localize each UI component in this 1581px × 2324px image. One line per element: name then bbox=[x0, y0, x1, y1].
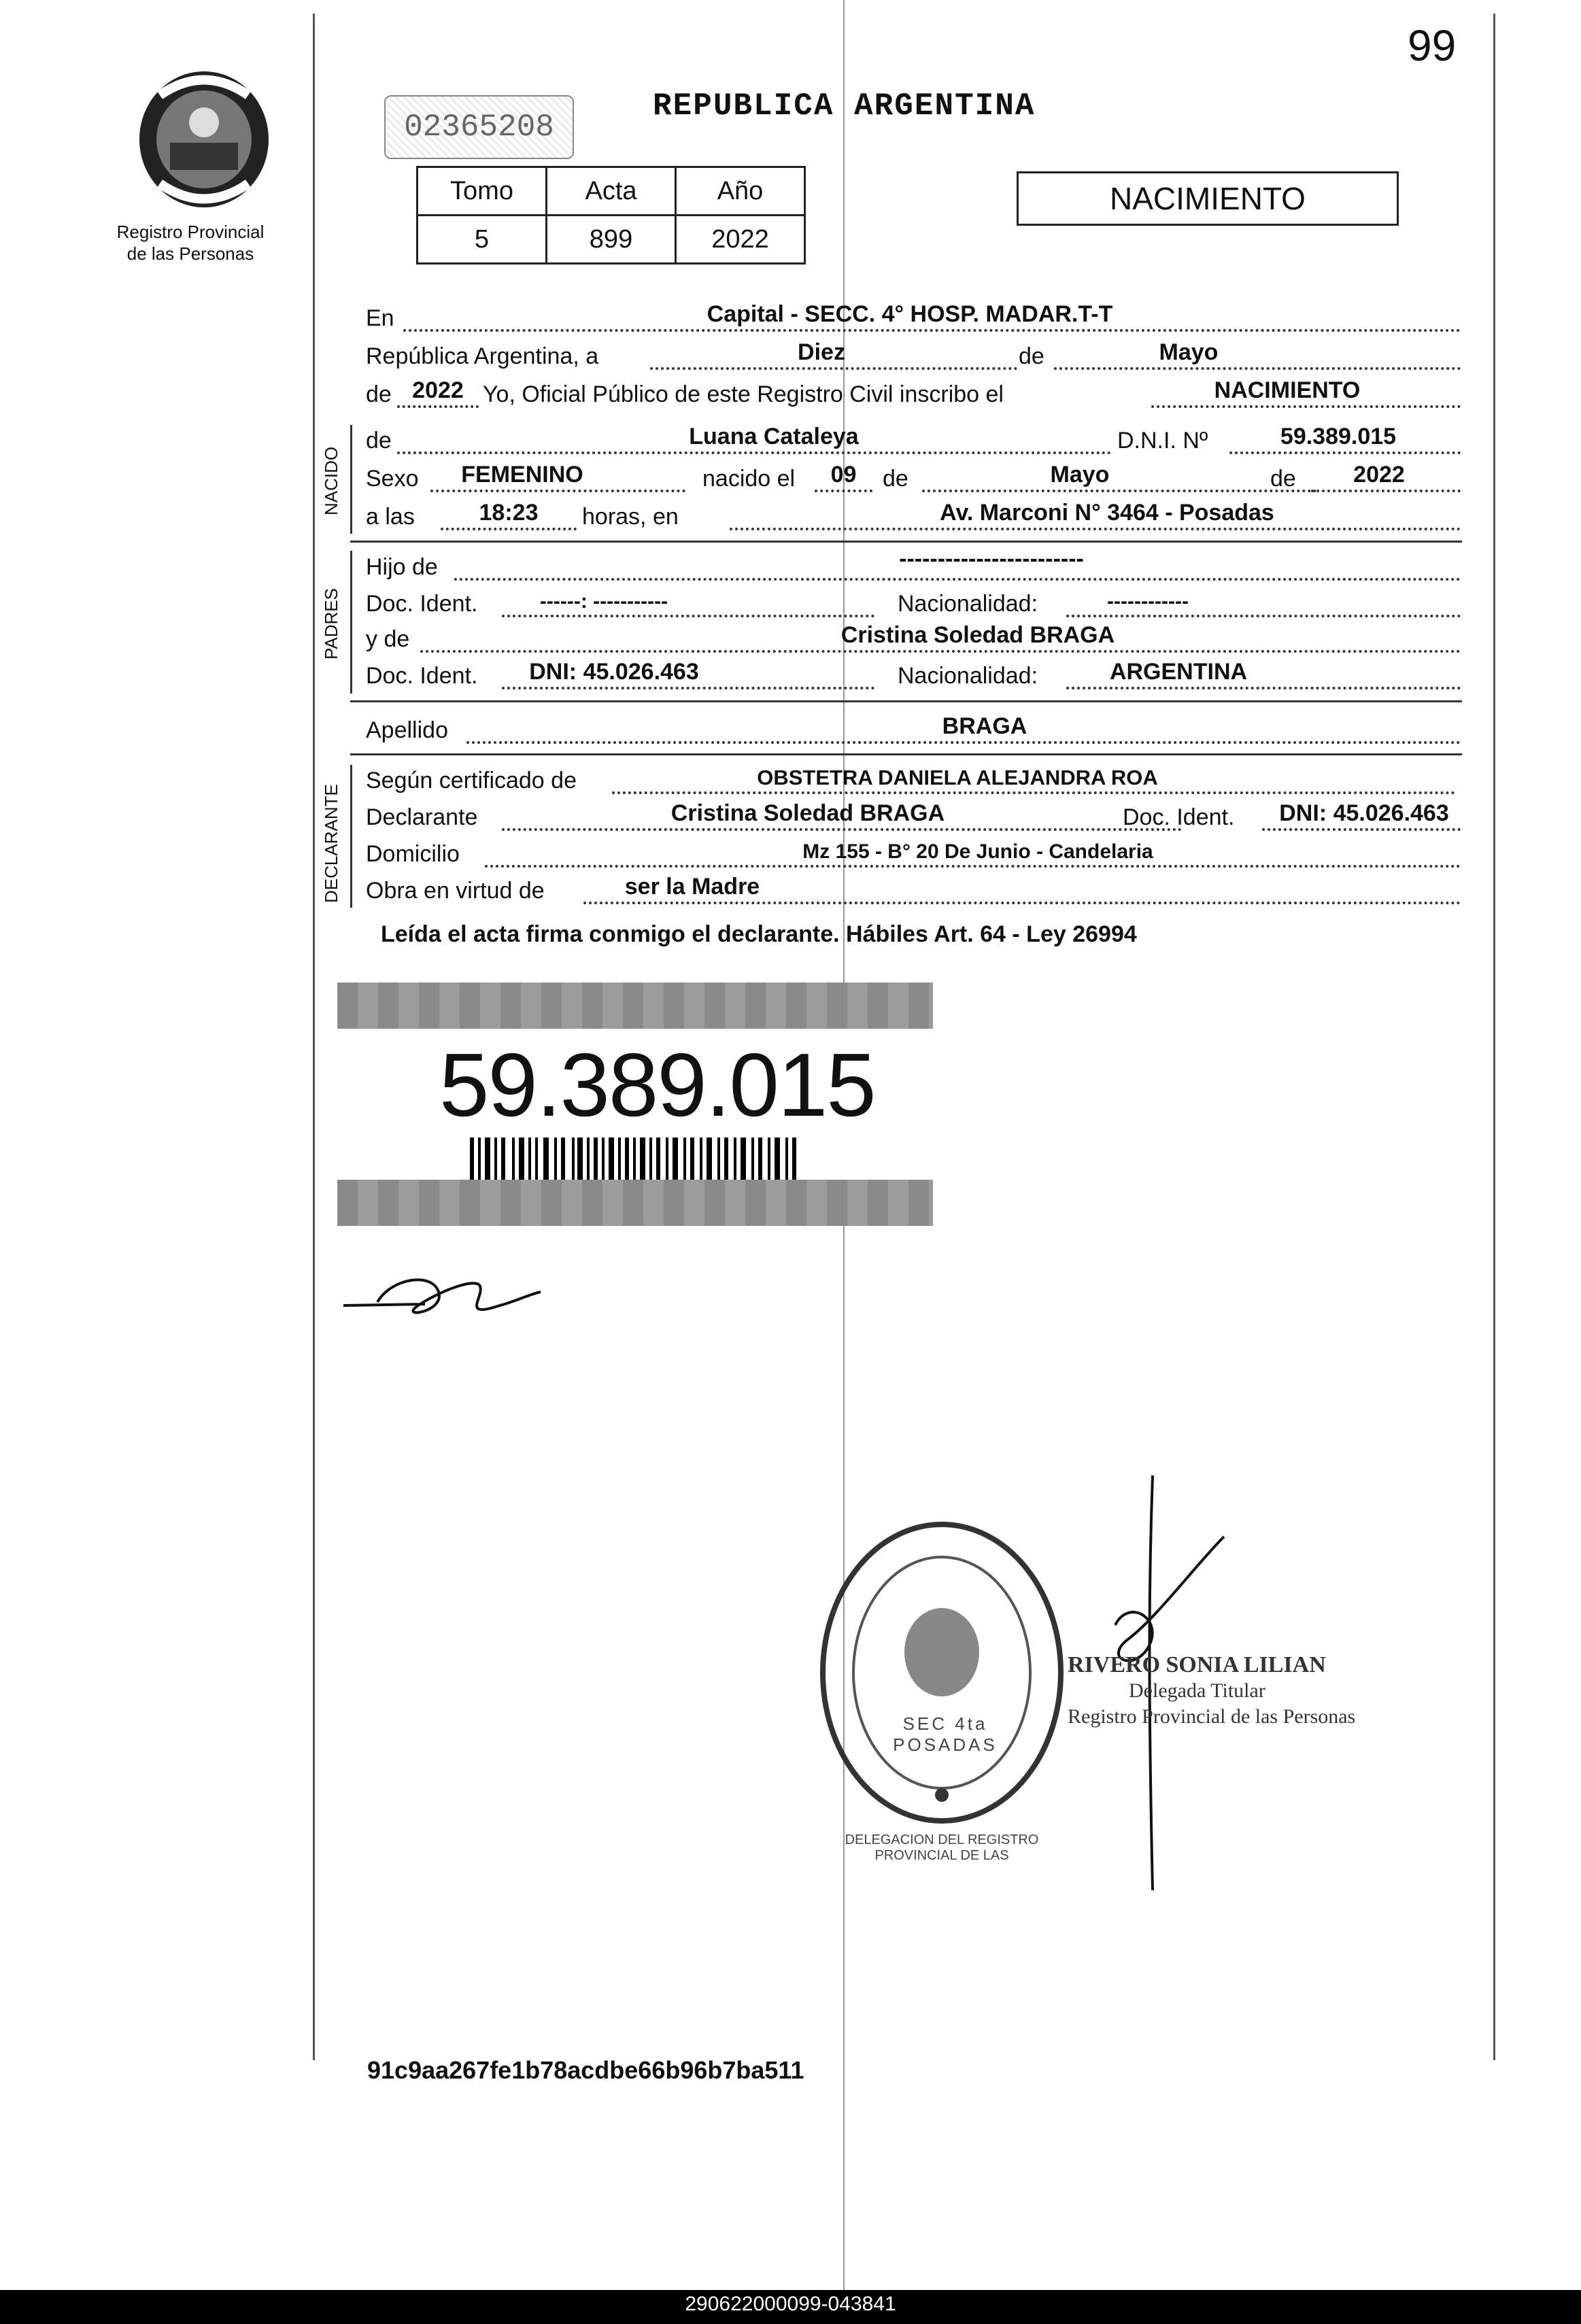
mes-value: Mayo bbox=[1159, 339, 1219, 365]
barcode bbox=[470, 1138, 796, 1182]
nombre-line: de Luana Cataleya D.N.I. Nº 59.389.015 bbox=[366, 422, 1461, 460]
republica-line: República Argentina, a Diez de Mayo bbox=[366, 337, 1461, 375]
nacido-divider bbox=[350, 541, 1462, 543]
oficial-line: de 2022 Yo, Oficial Público de este Registro Civil inscribo el NACIMIENTO bbox=[366, 375, 1461, 413]
anio-value: 2022 bbox=[676, 216, 805, 264]
madre-doc-line: Doc. Ident. DNI: 45.026.463 Nacionalidad: ARGENTINA bbox=[366, 657, 1461, 695]
card-bottom-band bbox=[337, 1180, 933, 1226]
padre-value: ------------------------ bbox=[899, 546, 1084, 572]
act-type-box: NACIMIENTO bbox=[1017, 171, 1399, 226]
sexo-line: Sexo FEMENINO nacido el 09 de Mayo de 2022 bbox=[366, 460, 1461, 498]
dia-value: Diez bbox=[798, 339, 845, 365]
hora-value: 18:23 bbox=[479, 500, 539, 526]
declarante-value: Cristina Soledad BRAGA bbox=[670, 800, 945, 826]
province-logo bbox=[133, 68, 275, 211]
serial-number: 02365208 bbox=[384, 95, 574, 159]
madre-line: y de Cristina Soledad BRAGA bbox=[366, 620, 1461, 658]
seal-ring-text: DELEGACION DEL REGISTRO PROVINCIAL DE LAS bbox=[845, 1832, 1039, 1863]
hora-line: a las 18:23 horas, en Av. Marconi N° 3464 - Posadas bbox=[366, 498, 1461, 536]
madre-doc-value: DNI: 45.026.463 bbox=[529, 659, 699, 685]
nombre-value: Luana Cataleya bbox=[689, 424, 859, 449]
hijo-line: Hijo de ------------------------ bbox=[366, 548, 1461, 586]
dni-value: 59.389.015 bbox=[1280, 424, 1397, 449]
padre-nac-value: ------------ bbox=[1107, 590, 1189, 613]
book-table bbox=[416, 166, 806, 264]
mes-nacido-value: Mayo bbox=[1050, 462, 1110, 488]
left-margin-line bbox=[313, 14, 315, 2060]
certificado-line: Según certificado de OBSTETRA DANIELA ALEJANDRA ROA bbox=[366, 762, 1461, 800]
acta-header: Acta bbox=[547, 167, 676, 216]
domicilio-line: Domicilio Mz 155 - B° 20 De Junio - Candelaria bbox=[366, 835, 1461, 873]
padre-doc-line: Doc. Ident. ------: ----------- Nacionalidad: ------------ bbox=[366, 585, 1461, 623]
anio-nacido-value: 2022 bbox=[1353, 462, 1405, 488]
lugar-value: Av. Marconi N° 3464 - Posadas bbox=[940, 500, 1274, 526]
apellido-line: Apellido BRAGA bbox=[366, 711, 1461, 749]
tomo-header: Tomo bbox=[418, 167, 547, 216]
padres-bracket bbox=[350, 551, 352, 694]
apellido-value: BRAGA bbox=[942, 713, 1027, 739]
page-title: REPUBLICA ARGENTINA bbox=[653, 88, 1036, 124]
nacido-label: NACIDO bbox=[321, 446, 341, 515]
declarante-bracket bbox=[350, 765, 352, 908]
apellido-divider bbox=[350, 753, 1462, 755]
padre-doc-value: ------: ----------- bbox=[539, 590, 668, 613]
declarant-signature bbox=[337, 1265, 554, 1346]
official-seal bbox=[816, 1516, 1068, 1829]
domicilio-value: Mz 155 - B° 20 De Junio - Candelaria bbox=[802, 840, 1153, 863]
obra-line: Obra en virtud de ser la Madre bbox=[366, 872, 1461, 910]
declarante-line: Declarante Cristina Soledad BRAGA Doc. Ident. DNI: 45.026.463 bbox=[366, 798, 1461, 836]
card-top-band bbox=[337, 982, 933, 1029]
document-hash: 91c9aa267fe1b78acdbe66b96b7ba511 bbox=[367, 2056, 804, 2084]
nacido-bracket bbox=[350, 425, 352, 534]
madre-nac-value: ARGENTINA bbox=[1109, 659, 1248, 685]
dni-card bbox=[337, 982, 933, 1226]
page-number: 99 bbox=[1408, 21, 1457, 70]
madre-value: Cristina Soledad BRAGA bbox=[840, 622, 1115, 648]
en-line: En Capital - SECC. 4° HOSP. MADAR.T-T bbox=[366, 299, 1461, 337]
leida-statement: Leída el acta firma conmigo el declarante. Hábiles Art. 64 - Ley 26994 bbox=[381, 921, 1137, 947]
footer-code: 290622000099-043841 bbox=[685, 2293, 896, 2315]
seal-inner-text: SEC 4ta POSADAS bbox=[893, 1713, 998, 1755]
registry-name: Registro Provincial de las Personas bbox=[116, 222, 265, 264]
inscribo-value: NACIMIENTO bbox=[1214, 377, 1361, 403]
right-margin-line bbox=[1493, 14, 1495, 2060]
anio-header: Año bbox=[676, 167, 805, 216]
acta-value: 899 bbox=[547, 216, 676, 264]
padres-divider bbox=[350, 700, 1462, 702]
anio-intro-value: 2022 bbox=[412, 377, 464, 403]
en-value: Capital - SECC. 4° HOSP. MADAR.T-T bbox=[707, 301, 1113, 327]
obra-value: ser la Madre bbox=[624, 874, 760, 900]
sexo-value: FEMENINO bbox=[461, 462, 583, 488]
declarante-doc-value: DNI: 45.026.463 bbox=[1279, 800, 1449, 826]
padres-label: PADRES bbox=[321, 588, 341, 660]
certificado-value: OBSTETRA DANIELA ALEJANDRA ROA bbox=[757, 766, 1158, 789]
dni-card-number: 59.389.015 bbox=[439, 1035, 875, 1135]
official-stamp: RIVERO SONIA LILIAN Delegada Titular Registro Provincial de las Personas bbox=[1068, 1652, 1356, 1728]
tomo-value: 5 bbox=[418, 216, 547, 264]
declarante-label: DECLARANTE bbox=[321, 784, 341, 903]
dia-nacido-value: 09 bbox=[830, 462, 857, 488]
